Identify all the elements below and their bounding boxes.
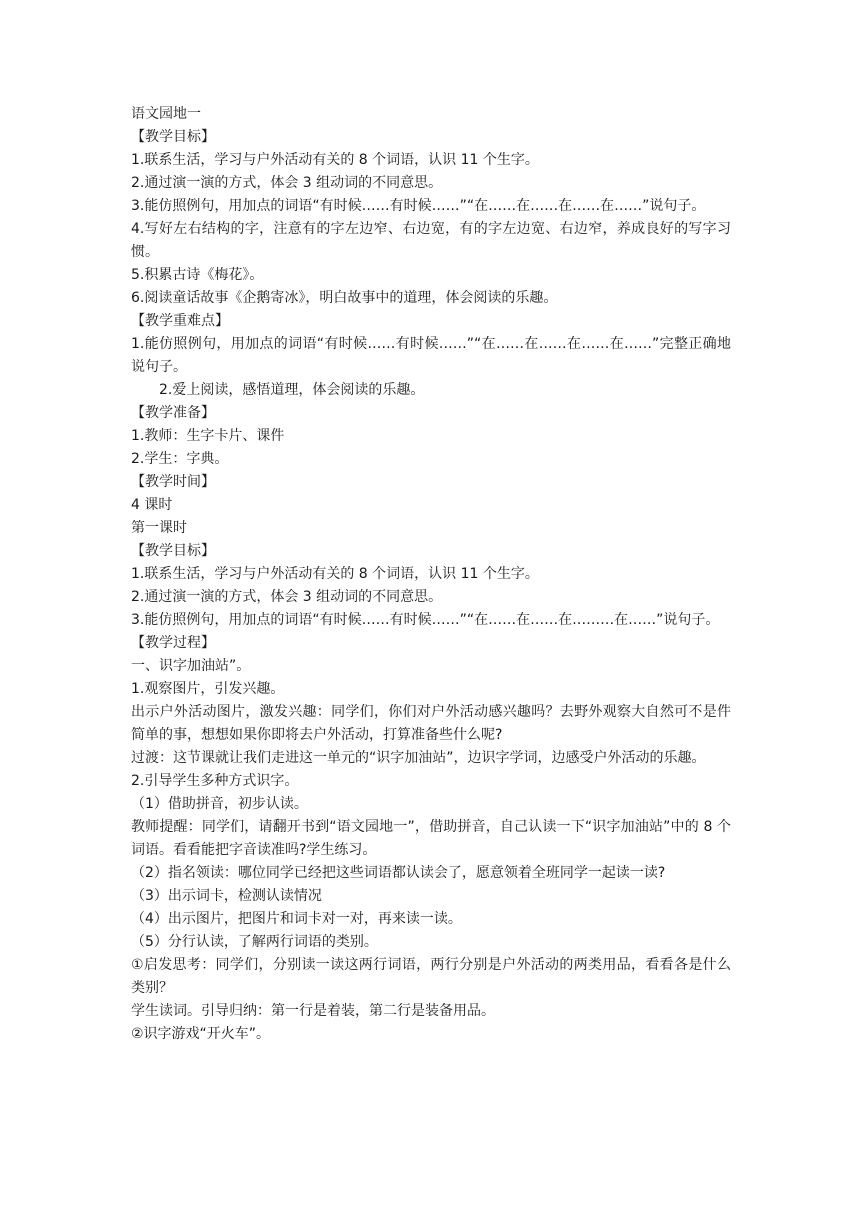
objective-item: 5.积累古诗《梅花》。 (131, 267, 264, 283)
paragraph: 学生读词。引导归纳：第一行是着装，第二行是装备用品。 (131, 1003, 495, 1019)
objective-item: 2.通过演一演的方式，体会 3 组动词的不同意思。 (131, 589, 443, 605)
objective-item: 1.联系生活，学习与户外活动有关的 8 个词语，认识 11 个生字。 (131, 152, 539, 168)
key-point-item: 1.能仿照例句，用加点的词语“有时候……有时候……”“在……在……在……在……”完整正确地说句子。 (131, 336, 731, 375)
process-step: 2.引导学生多种方式识字。 (131, 773, 299, 789)
preparation-item: 1.教师：生字卡片、课件 (131, 428, 285, 444)
objective-item: 6.阅读童话故事《企鹅寄冰》，明白故事中的道理，体会阅读的乐趣。 (131, 290, 558, 306)
paragraph: 教师提醒：同学们，请翻开书到“语文园地一”，借助拼音，自己认读一下“识字加油站”中的 8 个词语。看看能把字音读准吗?学生练习。 (131, 819, 731, 858)
paragraph: ①启发思考：同学们，分别读一读这两行词语，两行分别是户外活动的两类用品，看看各是什么类别？ (131, 957, 731, 996)
objective-item: 1.联系生活，学习与户外活动有关的 8 个词语，认识 11 个生字。 (131, 566, 539, 582)
section-heading-objectives: 【教学目标】 (131, 129, 215, 145)
section-heading-objectives: 【教学目标】 (131, 543, 215, 559)
section-heading-time: 【教学时间】 (131, 474, 215, 490)
section-heading-key-points: 【教学重难点】 (131, 313, 229, 329)
lesson-heading: 第一课时 (131, 520, 187, 536)
paragraph: 过渡：这节课就让我们走进这一单元的“识字加油站”，边识字学词，边感受户外活动的乐趣。 (131, 750, 706, 766)
paragraph: 出示户外活动图片，激发兴趣：同学们，你们对户外活动感兴趣吗？去野外观察大自然可不是件简单的事，想想如果你即将去户外活动，打算准备些什么呢? (131, 704, 731, 743)
objective-item: 3.能仿照例句，用加点的词语“有时候……有时候……”“在……在……在………在……”说句子。 (131, 612, 720, 628)
objective-item: 2.通过演一演的方式，体会 3 组动词的不同意思。 (131, 175, 443, 191)
sub-step: （5）分行认读，了解两行词语的类别。 (131, 934, 378, 950)
sub-step: （4）出示图片，把图片和词卡对一对，再来读一读。 (131, 911, 462, 927)
process-step: 1.观察图片，引发兴趣。 (131, 681, 285, 697)
objective-item: 4.写好左右结构的字，注意有的字左边窄、右边宽，有的字左边宽、右边窄，养成良好的写字习惯。 (131, 221, 731, 260)
document-title: 语文园地一 (131, 106, 201, 122)
sub-step: （2）指名领读：哪位同学已经把这些词语都认读会了，愿意领着全班同学一起读一读? (131, 865, 666, 881)
section-heading-process: 【教学过程】 (131, 635, 215, 651)
section-heading-preparation: 【教学准备】 (131, 405, 215, 421)
objective-item: 3.能仿照例句，用加点的词语“有时候……有时候……”“在……在……在……在……”说句子。 (131, 198, 706, 214)
key-point-item: 2.爱上阅读，感悟道理，体会阅读的乐趣。 (159, 382, 425, 398)
process-heading: 一、识字加油站”。 (131, 658, 251, 674)
sub-step: （1）借助拼音，初步认读。 (131, 796, 308, 812)
paragraph: ②识字游戏“开火车”。 (131, 1026, 271, 1042)
time-value: 4 课时 (131, 497, 173, 513)
document-page (131, 103, 731, 1046)
sub-step: （3）出示词卡，检测认读情况 (131, 888, 322, 904)
preparation-item: 2.学生：字典。 (131, 451, 229, 467)
